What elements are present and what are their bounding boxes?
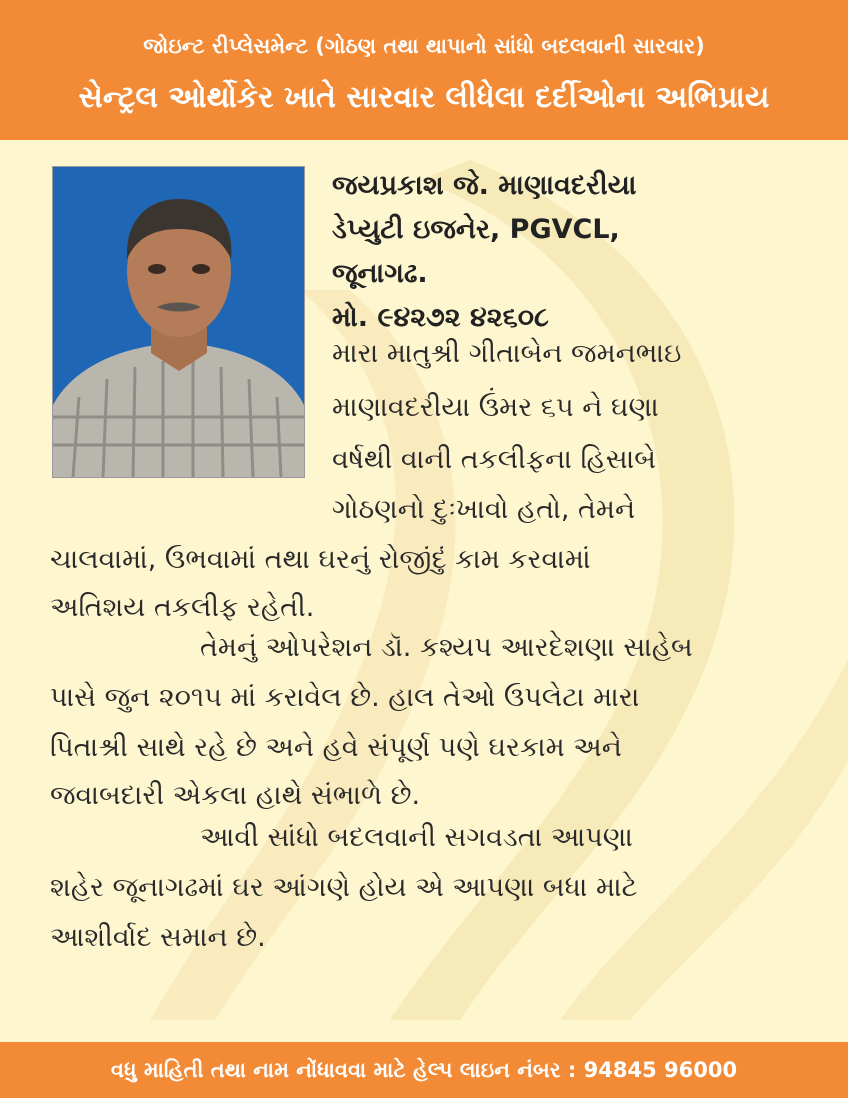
patient-photo xyxy=(52,166,305,478)
testimonial-line: માણાવદરીયા ઉંમર ૬૫ ને ઘણા xyxy=(332,392,659,423)
patient-phone: મો. ૯૪૨૭૨ ૪૨૬૦૮ xyxy=(332,302,549,333)
patient-portrait-icon xyxy=(53,167,304,477)
testimonial-line: અતિશય તકલીફ રહેતી. xyxy=(50,592,315,623)
testimonial-line: વર્ષથી વાની તકલીફના હિસાબે xyxy=(332,444,656,475)
testimonial-line: મારા માતુશ્રી ગીતાબેન જમનભાઇ xyxy=(332,338,682,369)
testimonial-line: ચાલવામાં, ઉભવામાં તથા ઘરનું રોજીંદું કામ કરવામાં xyxy=(50,544,591,575)
header-subtitle: જોઇન્ટ રીપ્લેસમેન્ટ (ગોઠણ તથા થાપાનો સાંધો બદલવાની સારવાર) xyxy=(143,34,705,58)
footer-helpline: વધુ માહિતી તથા નામ નોંધાવવા માટે હેલ્પ લાઇન નંબર : 94845 96000 xyxy=(0,1042,848,1098)
patient-designation: ડેપ્યુટી ઇજનેર, PGVCL, xyxy=(332,214,620,245)
patient-city: જૂનાગઢ. xyxy=(332,258,428,289)
testimonial-line: પાસે જુન ૨૦૧૫ માં કરાવેલ છે. હાલ તેઓ ઉપલેટા મારા xyxy=(50,682,640,713)
testimonial-line: આવી સાંધો બદલવાની સગવડતા આપણા xyxy=(200,822,633,853)
header-banner xyxy=(0,0,848,140)
testimonial-line: તેમનું ઓપરેશન ડૉ. કશ્યપ આરદેશણા સાહેબ xyxy=(200,632,693,663)
testimonial-line: ગોઠણનો દુઃખાવો હતો, તેમને xyxy=(332,494,636,525)
testimonial-line: જવાબદારી એકલા હાથે સંભાળે છે. xyxy=(50,780,421,811)
testimonial-line: આશીર્વાદ સમાન છે. xyxy=(50,922,266,953)
testimonial-line: પિતાશ્રી સાથે રહે છે અને હવે સંપૂર્ણ પણે ઘરકામ અને xyxy=(50,732,622,763)
patient-name: જયપ્રકાશ જે. માણાવદરીયા xyxy=(332,170,637,201)
header-title: સેન્ટ્રલ ઓર્થોકેર ખાતે સારવાર લીધેલા દર્દીઓના અભિપ્રાય xyxy=(78,80,770,115)
testimonial-line: શહેર જૂનાગઢમાં ઘર આંગણે હોય એ આપણા બધા માટે xyxy=(50,872,638,903)
